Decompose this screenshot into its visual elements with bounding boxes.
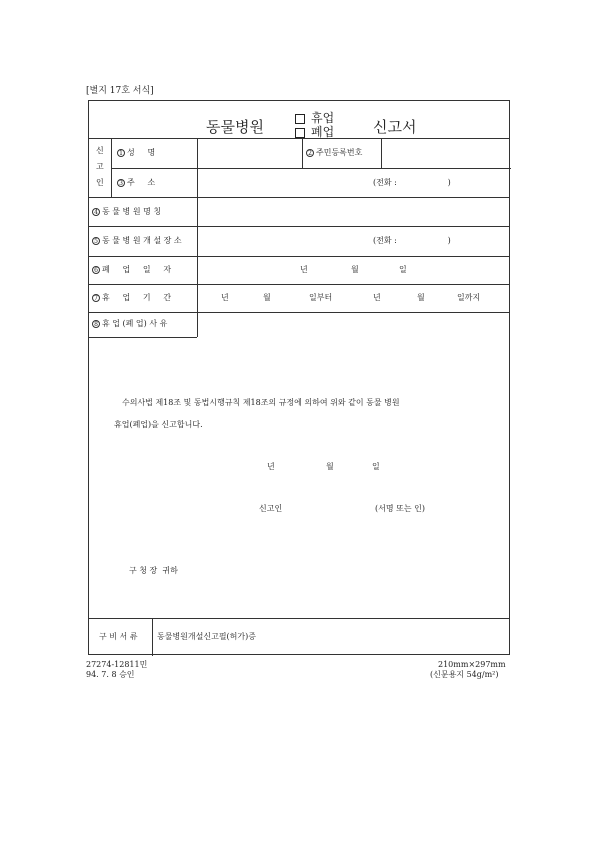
closure-day: 일 [399,265,407,274]
documents-value: 동물병원개설신고필(허가)증 [157,632,256,641]
hospital-phone: (전화 : ) [373,236,451,245]
circled-number: 6 [92,266,100,274]
suspension-period-label: 7 휴 업 기 간 [92,294,171,302]
divider [89,226,509,227]
divider [89,197,509,198]
report-form [88,100,510,655]
closure-month: 월 [351,265,359,274]
period-start-year: 년 [221,293,229,302]
divider [381,138,382,168]
title-option-closure: 폐업 [311,125,335,139]
divider [89,337,197,338]
statement-line-2: 휴업(폐업)을 신고합니다. [114,420,203,429]
circled-number: 5 [92,237,100,245]
recipient: 구 청 장 귀하 [129,566,178,575]
reason-field[interactable] [199,314,509,354]
title-option-suspension: 휴업 [311,111,335,125]
divider [89,312,509,313]
circled-number: 7 [92,294,100,302]
circled-number: 1 [117,149,125,157]
divider [302,138,303,168]
reason-label: 8 휴 업 (폐 업) 사 유 [92,320,167,328]
divider [89,138,509,139]
period-start-day: 일부터 [309,293,333,302]
name-field[interactable] [199,140,299,166]
closure-checkbox[interactable] [295,128,305,138]
divider [152,618,153,656]
circled-number: 4 [92,208,100,216]
footer-code: 27274-12811민 [86,660,148,669]
signature-field[interactable] [295,499,371,517]
report-day: 일 [372,462,380,471]
applicant-label-2: 고 [96,162,104,171]
rrn-field[interactable] [384,140,508,166]
divider [89,256,509,257]
hospital-location-field[interactable] [199,228,359,254]
period-end-day: 일까지 [457,293,481,302]
report-month: 월 [326,462,334,471]
rrn-label: 2 주민등록번호 [306,149,362,157]
signer-note: (서명 또는 인) [375,504,425,513]
address-phone: (전화 : ) [373,178,451,187]
documents-label: 구 비 서 류 [99,632,138,641]
name-label: 1 성 명 [117,149,155,157]
divider [197,138,198,337]
statement-line-1: 수의사법 제18조 및 동법시행규칙 제18조의 규정에 의하여 위와 같이 동물 병원 [122,398,400,407]
address-label: 3 주 소 [117,179,155,187]
divider [111,168,511,169]
footer-size: 210mm×297mm [438,660,506,669]
circled-number: 2 [306,149,314,157]
period-start-month: 월 [263,293,271,302]
circled-number: 3 [117,179,125,187]
form-number-label: [별지 17호 서식] [86,86,154,96]
footer-approval: 94. 7. 8 승인 [86,670,135,679]
hospital-location-label: 5 동 물 병 원 개 설 장 소 [92,237,182,245]
title-end: 신고서 [373,118,417,136]
hospital-name-label: 4 동 물 병 원 명 칭 [92,208,161,216]
period-end-month: 월 [417,293,425,302]
divider [89,284,509,285]
signer-label: 신고인 [259,504,283,513]
suspension-checkbox[interactable] [295,114,305,124]
address-field[interactable] [199,170,359,195]
applicant-label-3: 인 [96,178,104,187]
applicant-label-1: 신 [96,146,104,155]
circled-number: 8 [92,320,100,328]
divider [111,138,112,197]
closure-year: 년 [300,265,308,274]
period-end-year: 년 [373,293,381,302]
form-title [89,111,509,139]
closure-date-label: 6 폐 업 일 자 [92,266,171,274]
footer-paper: (신문용지 54g/m²) [430,670,499,679]
report-year: 년 [267,462,275,471]
title-main: 동물병원 [206,118,264,136]
hospital-name-field[interactable] [199,199,509,224]
